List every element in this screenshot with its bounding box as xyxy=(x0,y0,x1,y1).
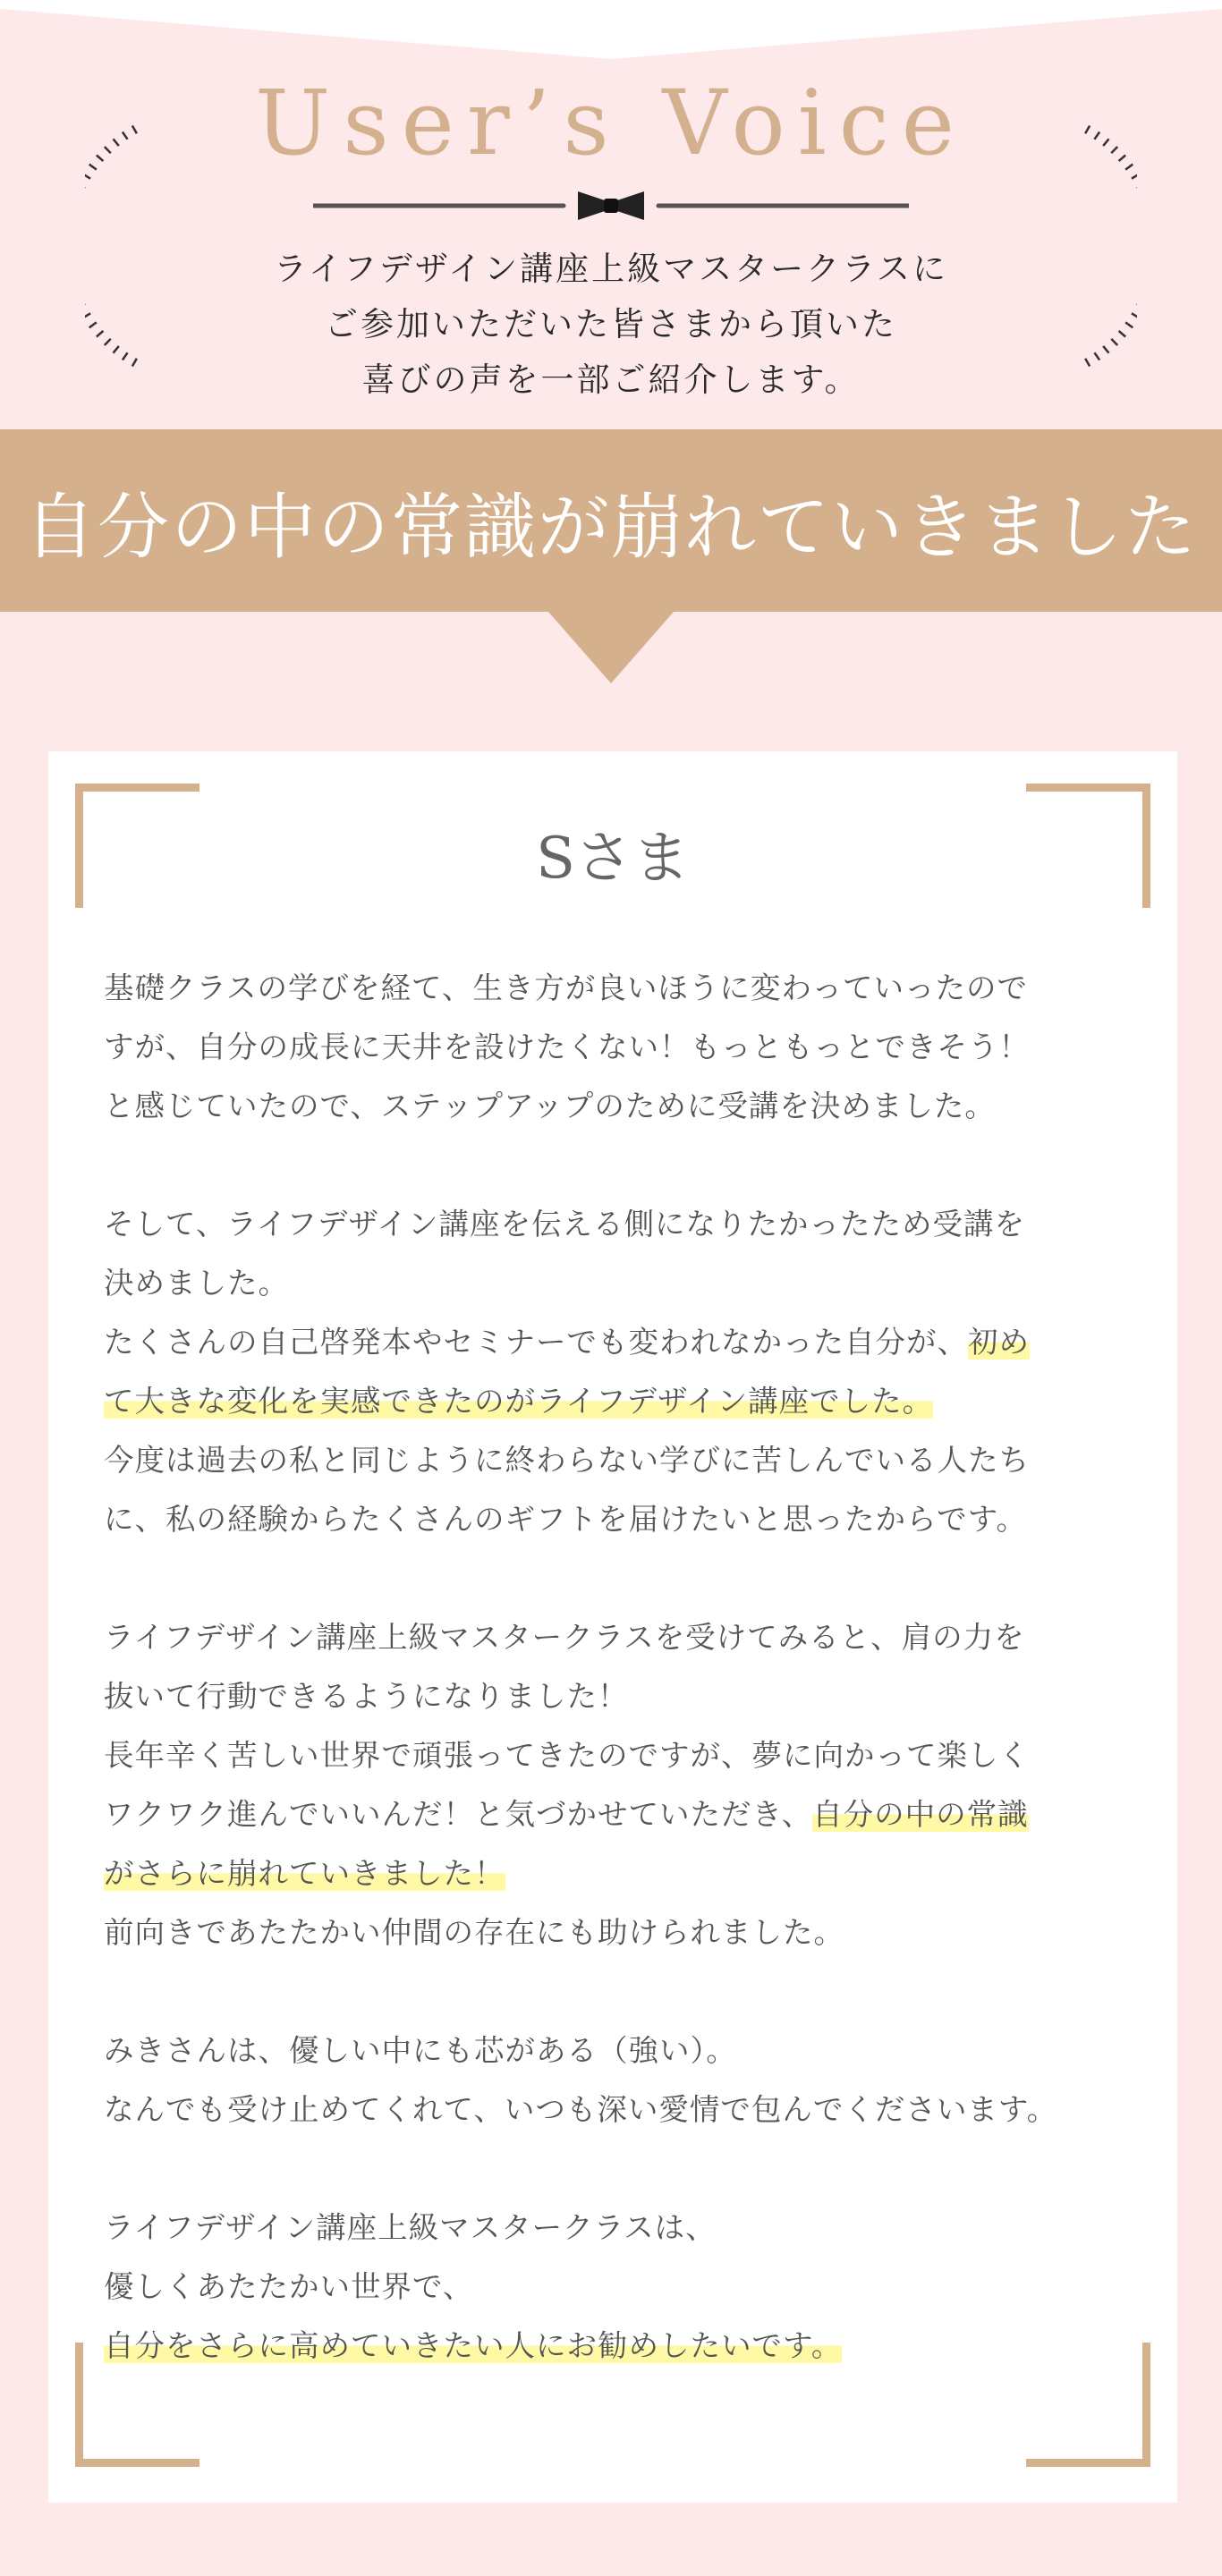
bowtie-divider xyxy=(313,188,909,224)
text-segment: 今度は過去の私と同じように終わらない学びに苦しんでいる人たち xyxy=(104,1443,1030,1478)
testimonial-paragraph xyxy=(104,1608,1159,1962)
testimonial-paragraph xyxy=(104,1195,1159,1549)
headline-text: 自分の中の常識が崩れていきました xyxy=(24,485,1198,569)
testimonial-line xyxy=(104,2080,1159,2140)
testimonial-paragraph xyxy=(104,959,1159,1136)
testimonial-line xyxy=(104,1077,1159,1136)
testimonial-paragraph xyxy=(104,2199,1159,2376)
text-segment: そして、ライフデザイン講座を伝える側になりたかったため受講を xyxy=(104,1207,1025,1241)
testimonial-line xyxy=(104,2317,1159,2376)
highlighted-text: 初め xyxy=(968,1325,1030,1360)
intro-line: ご参加いただいた皆さまから頂いた xyxy=(325,305,897,343)
text-segment: たくさんの自己啓発本やセミナーでも変われなかった自分が、 xyxy=(104,1325,968,1360)
highlighted-text: 自分の中の常識 xyxy=(812,1797,1029,1832)
testimonial-line xyxy=(104,2258,1159,2317)
testimonial-line xyxy=(104,1431,1159,1490)
text-segment: ライフデザイン講座上級マスタークラスを受けてみると、肩の力を xyxy=(104,1620,1025,1655)
text-segment: 前向きであたたかい仲間の存在にも助けられました。 xyxy=(104,1915,844,1950)
text-segment: 抜いて行動できるようになりました！ xyxy=(104,1679,629,1714)
testimonial-line xyxy=(104,1608,1159,1667)
headline-down-arrow-icon xyxy=(548,612,674,683)
intro-line: 喜びの声を一部ご紹介します。 xyxy=(361,360,861,399)
highlighted-text: 自分をさらに高めていきたい人にお勧めしたいです。 xyxy=(104,2328,843,2363)
arc-tick xyxy=(1132,174,1137,179)
testimonial-line xyxy=(104,1726,1159,1785)
highlighted-text: がさらに崩れていきました！ xyxy=(104,1856,505,1891)
testimonial-line xyxy=(104,1195,1159,1254)
voice-header xyxy=(0,0,1222,429)
text-segment: ライフデザイン講座上級マスタークラスは、 xyxy=(104,2210,717,2245)
testimonial-line xyxy=(104,2199,1159,2258)
testimonial-line xyxy=(104,1372,1159,1431)
testimonial-line xyxy=(104,1254,1159,1313)
section-title: User’s Voice xyxy=(255,71,967,175)
text-segment: すが、自分の成長に天井を設けたくない！もっともっとできそう！ xyxy=(104,1030,1030,1064)
testimonial-line xyxy=(104,2021,1159,2080)
testimonial-line xyxy=(104,1785,1159,1844)
testimonial-line xyxy=(104,1018,1159,1077)
top-chevron-decoration xyxy=(0,0,1222,63)
text-segment: 基礎クラスの学びを経て、生き方が良いほうに変わっていったので xyxy=(104,970,1028,1005)
testimonial-line xyxy=(104,1667,1159,1726)
testimonial-line xyxy=(104,1844,1159,1903)
intro-line: ライフデザイン講座上級マスタークラスに xyxy=(273,250,949,288)
customer-name: Sさま xyxy=(536,826,690,892)
bowtie-icon xyxy=(578,191,644,220)
text-segment: 優しくあたたかい世界で、 xyxy=(104,2269,474,2304)
text-segment: と感じていたので、ステップアップのために受講を決めました。 xyxy=(104,1089,996,1123)
testimonial-paragraph xyxy=(104,2021,1159,2140)
text-segment: みきさんは、優しい中にも芯がある（強い）。 xyxy=(104,2033,737,2068)
testimonial-line xyxy=(104,1903,1159,1962)
text-segment: ワクワク進んでいいんだ！と気づかせていただき、 xyxy=(104,1797,813,1832)
intro-text xyxy=(0,242,1222,408)
highlighted-text: て大きな変化を実感できたのがライフデザイン講座でした。 xyxy=(104,1384,934,1419)
headline-banner xyxy=(0,429,1222,612)
text-segment: なんでも受け止めてくれて、いつも深い愛情で包んでくださいます。 xyxy=(104,2092,1058,2127)
testimonial-line xyxy=(104,1313,1159,1372)
testimonial-line xyxy=(104,1490,1159,1549)
testimonial-body xyxy=(104,959,1159,2435)
text-segment: 長年辛く苦しい世界で頑張ってきたのですが、夢に向かって楽しく xyxy=(104,1738,1030,1773)
text-segment: 決めました。 xyxy=(104,1266,289,1301)
text-segment: に、私の経験からたくさんのギフトを届けたいと思ったからです。 xyxy=(104,1502,1027,1537)
testimonial-line xyxy=(104,959,1159,1018)
testimonial-card xyxy=(48,751,1177,2503)
arc-tick xyxy=(85,174,90,179)
